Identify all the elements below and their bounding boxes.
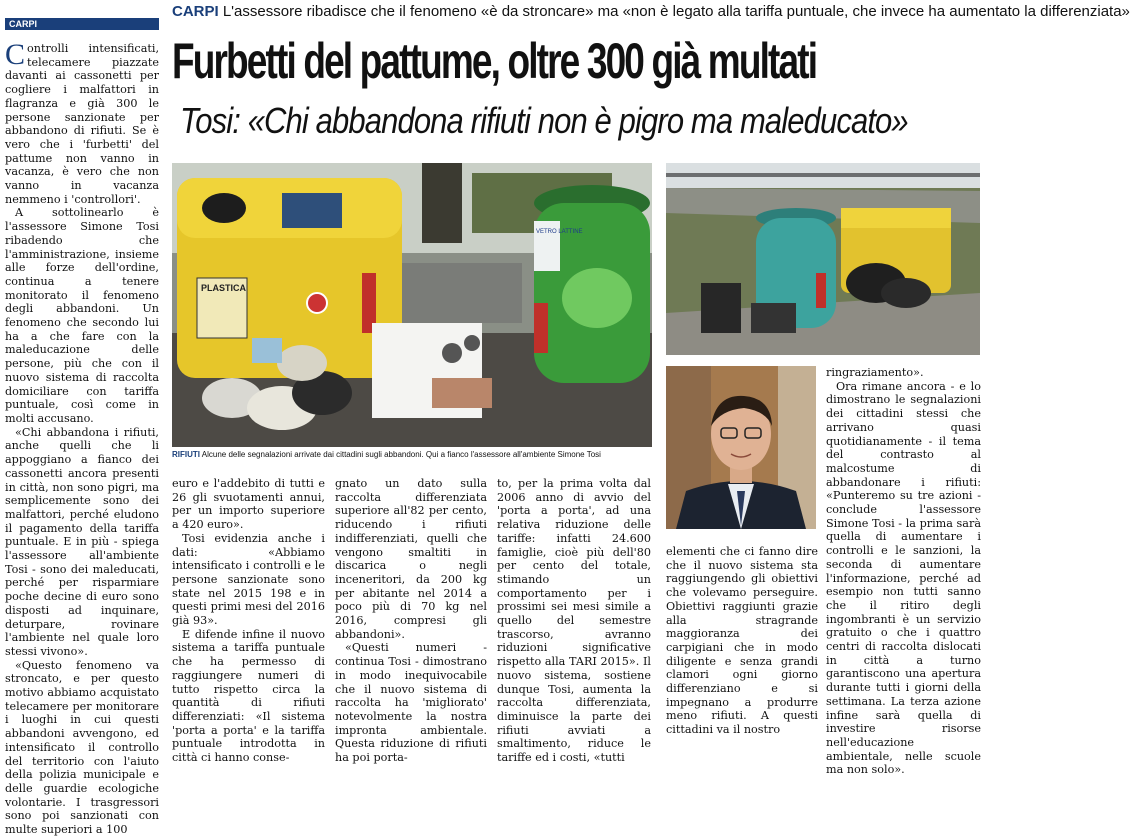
paragraph: Controlli intensificati, telecamere piazzate davanti ai cassonetti per cogliere i malfattori in flagranza e già 300 le persone sanzionate per abbandono di rifiuti. Se è vero che i 'furbetti' del pattume non vanno in vacanza, è vero che non vanno in vacanza nemmeno i 'controllori'. — [5, 38, 159, 206]
bin-label-plastica: PLASTICA — [201, 283, 246, 293]
photo-roadside-bins — [666, 163, 980, 355]
paragraph: «Questo fenomeno va stroncato, e per questo motivo abbiamo acquistato telecamere per monitorare i luoghi in cui questi abbandoni avvengono, ed intensificato il controllo del territorio con l'aiuto della polizia municipale e delle guardie ecologiche volontarie. I trasgressori sono poi sanzionati con multe superiori a 100 — [5, 658, 159, 837]
bin-label-vetro: VETRO LATTINE — [536, 229, 583, 235]
paragraph: ringraziamento». — [826, 366, 924, 379]
article-column-5 — [666, 545, 818, 737]
kicker-text: L'assessore ribadisce che il fenomeno «è da stroncare» ma «non è legato alla tariffa puntuale, che invece ha aumentato la differenziata» — [222, 3, 1130, 20]
article-column-4 — [497, 477, 651, 765]
caption-text: Alcune delle segnalazioni arrivate dai cittadini sugli abbandoni. Qui a fianco l'assessore all'ambiente Simone Tosi — [201, 450, 601, 459]
paragraph: elementi che ci fanno dire che il nuovo sistema sta raggiungendo gli obiettivi che volevamo perseguire. Obiettivi raggiunti grazie alla stragrande maggioranza dei carpigiani che in modo diligente e senza grandi clamori ogni giorno differenziano e si impegnano a produrre meno rifiuti. A questi cittadini va il nostro — [666, 545, 818, 737]
paragraph: «Chi abbandona i rifiuti, anche quelli che li appoggiano a fianco dei cassonetti ancora presenti in città, non sono pigri, ma semplicemente sono dei malfattori, perché eludono il pagamento della tariffa puntuale. E in più - spiega l'assessore all'ambiente Tosi - sono dei maleducati, perché per risparmiare poche decine di euro sono disposti ad inquinare, deturpare, rovinare l'ambiente nel quale loro stessi vivono». — [5, 425, 159, 658]
caption-tag: RIFIUTI — [172, 450, 200, 459]
paragraph: E difende infine il nuovo sistema a tariffa puntuale che ha permesso di raggiungere numeri di tutto rispetto circa la quantità di rifiuti differenziati: «Il sistema 'porta a porta' e la tariffa puntuale introdotta in città ci hanno conse- — [172, 627, 325, 765]
section-tag — [5, 18, 159, 30]
drop-cap: C — [5, 38, 26, 71]
paragraph: euro e l'addebito di tutti e 26 gli svuotamenti annui, per un importo superiore a 420 euro». — [172, 477, 325, 532]
photo-portrait-tosi — [666, 366, 816, 529]
article-column-6 — [826, 366, 981, 777]
subheadline: Tosi: «Chi abbandona rifiuti non è pigro ma maleducato» — [180, 100, 908, 141]
section-tag-label: CARPI — [9, 19, 38, 29]
headline: Furbetti del pattume, oltre 300 già multati — [172, 33, 817, 89]
photo-roadside-bins-image — [666, 163, 980, 355]
paragraph: A sottolinearlo è l'assessore Simone Tosi ribadendo che l'amministrazione, insieme alle forze dell'ordine, continua a tenere monitorato il fenomeno degli abbandoni. Un fenomeno che secondo lui ha a che fare con la maleducazione delle persone, più che con il nuovo sistema di raccolta domiciliare con tariffa puntuale, così come in molti accusano. — [5, 206, 159, 425]
article-column-2 — [172, 477, 325, 765]
paragraph: to, per la prima volta dal 2006 anno di avvio del 'porta a porta', ad una relativa riduzione delle tariffe: infatti 24.600 famiglie, cioè più dell'80 per cento del totale, stimando un comportamento per i prossimi sei mesi simile a quello del semestre trascorso, avranno riduzioni significative rispetto alla TARI 2015». Il nuovo sistema, sostiene dunque Tosi, aumenta la raccolta differenziata, diminuisce la parte dei rifiuti avviati a smaltimento, riduce le tariffe ed i costi, «tutti — [497, 477, 651, 765]
photo-caption — [172, 450, 652, 459]
article-column-3 — [335, 477, 487, 765]
kicker-location: CARPI — [172, 3, 219, 20]
paragraph: Ora rimane ancora - e lo dimostrano le segnalazioni dei cittadini stessi che arrivano quasi quotidianamente - il tema del contrasto al malcostume di abbandonare i rifiuti: «Punteremo su tre azioni - conclude l'assessore Simone Tosi - la prima sarà quella di aumentare i controlli e le sanzioni, la seconda di aumentare l'informazione, perché ad esempio non tutti sanno che il ritiro degli ingombranti è un servizio gratuito o che i quattro centri di raccolta dislocati in città a turno garantiscono una apertura durante tutti i giorni della settimana. La terza azione infine sarà quella di investire risorse nell'educazione ambientale, nelle scuole ma non solo». — [826, 379, 981, 777]
article-column-1 — [5, 38, 159, 837]
paragraph: «Questi numeri - continua Tosi - dimostrano in modo inequivocabile che il nuovo sistema di raccolta ha 'migliorato' notevolmente la nostra impronta ambientale. Questa riduzione di rifiuti ha poi porta- — [335, 641, 487, 765]
photo-waste-bins-image — [172, 163, 652, 447]
portrait-image — [666, 366, 816, 529]
paragraph: gnato un dato sulla raccolta differenziata superiore all'82 per cento, riducendo i rifiuti indifferenziati, quelli che vengono smaltiti in discarica o negli inceneritori, da 200 kg per abitante nel 2014 a poco più di 70 kg nel 2016, compresi gli abbandoni». — [335, 477, 487, 641]
photo-waste-bins — [172, 163, 652, 447]
paragraph: Tosi evidenzia anche i dati: «Abbiamo intensificato i controlli e le persone sanzionate sono state nel 2015 198 e in questi primi mesi del 2016 già 93». — [172, 531, 325, 628]
kicker — [172, 3, 1130, 20]
